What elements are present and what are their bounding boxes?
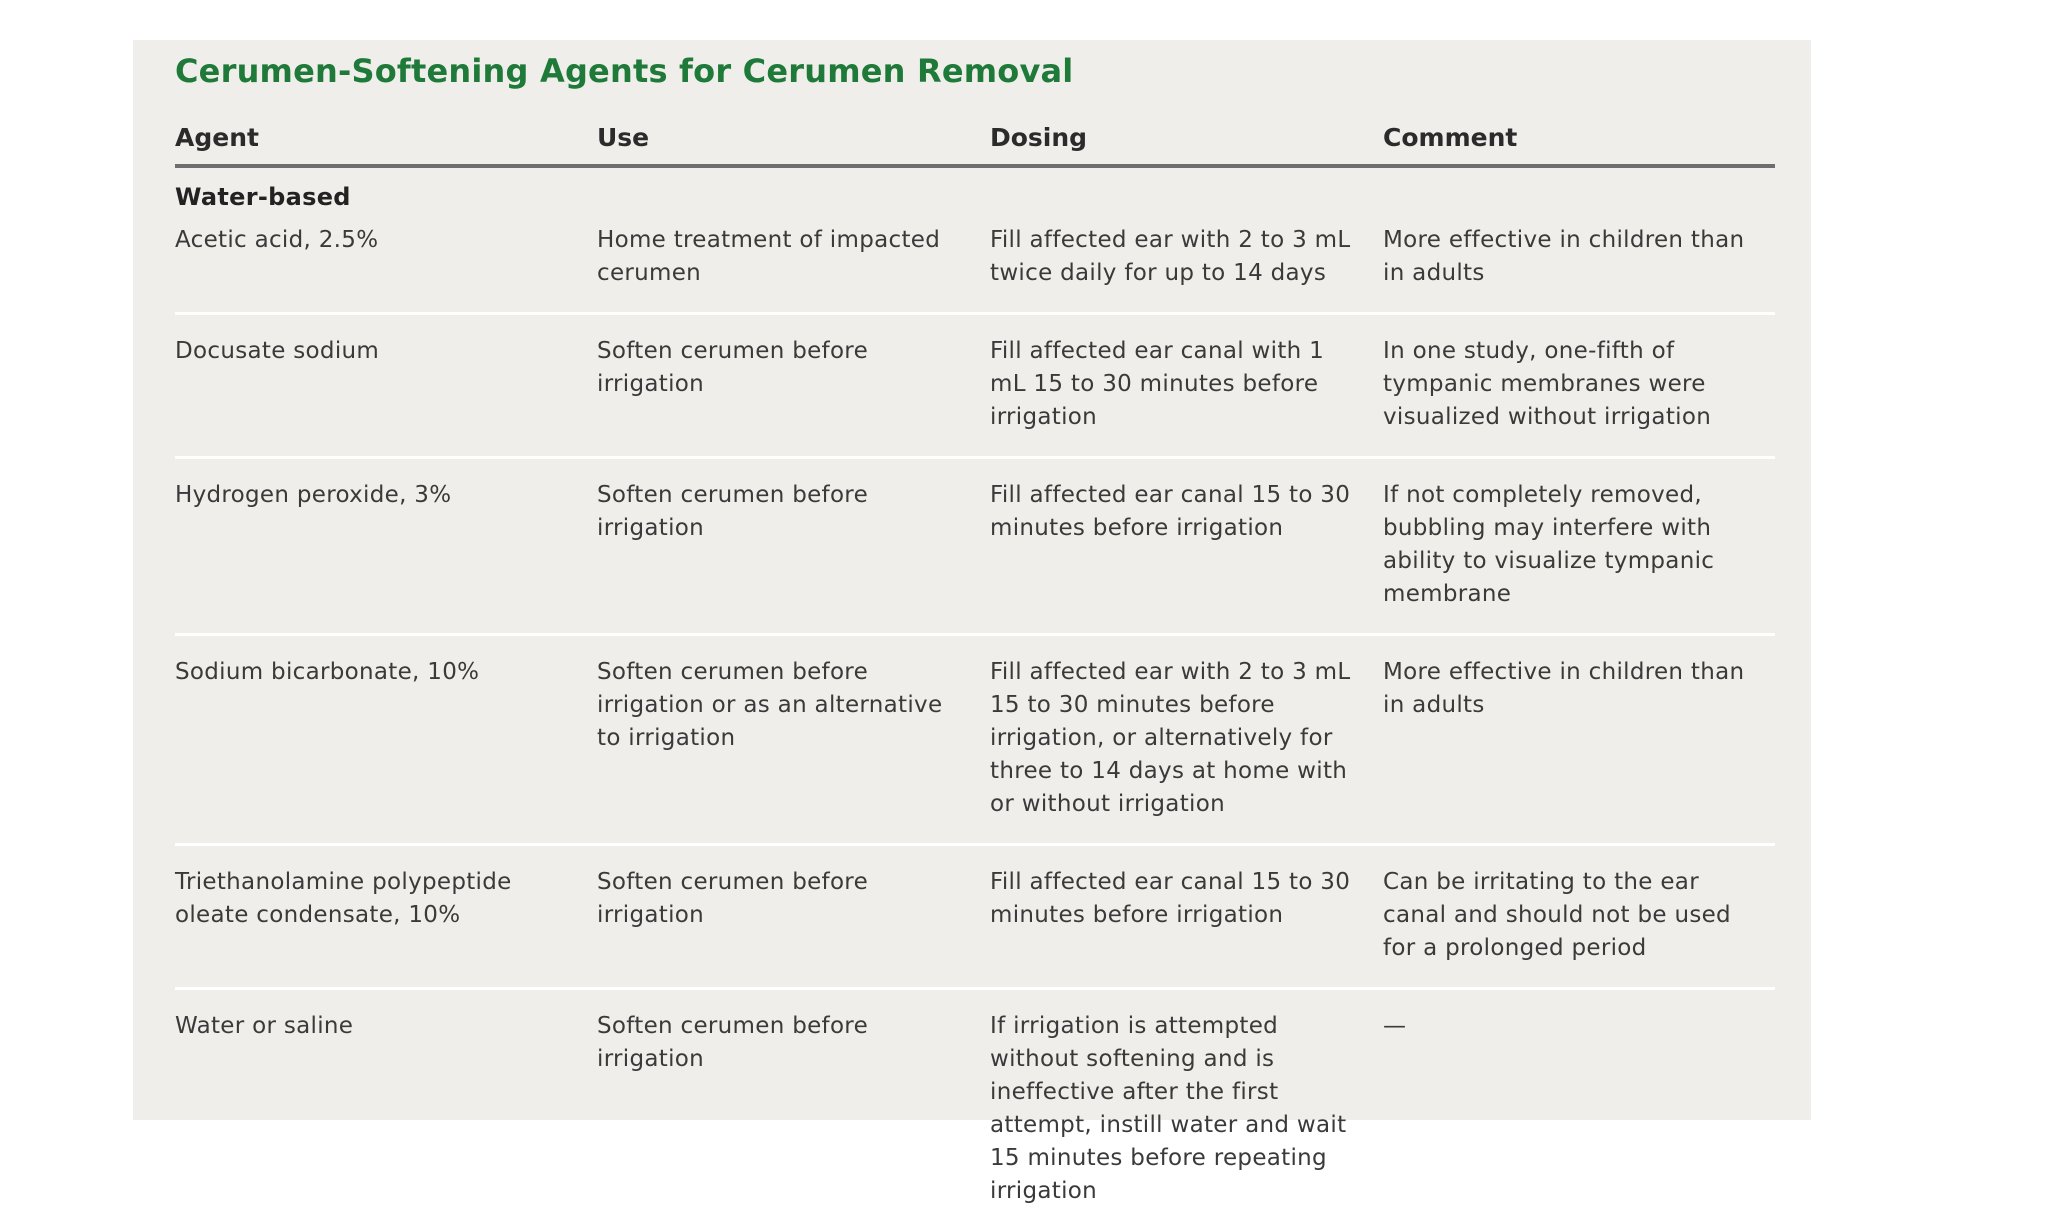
table-panel xyxy=(133,40,1811,1204)
cell-use: Soften cerumen before irrigation xyxy=(597,458,990,635)
table-row xyxy=(175,635,1775,845)
cell-comment: — xyxy=(1383,989,1775,1224)
header-agent: Agent xyxy=(175,110,597,166)
group-row xyxy=(175,166,1775,216)
cell-use: Soften cerumen before irrigation xyxy=(597,314,990,458)
cell-agent: Triethanolamine polypeptide oleate condensate, 10% xyxy=(175,845,597,989)
cell-agent: Hydrogen peroxide, 3% xyxy=(175,458,597,635)
cell-comment: More effective in children than in adults xyxy=(1383,635,1775,845)
table-row xyxy=(175,458,1775,635)
cell-dosing: Fill affected ear canal with 1 mL 15 to 30 minutes before irrigation xyxy=(990,314,1383,458)
cell-use: Soften cerumen before irrigation xyxy=(597,989,990,1224)
table-row xyxy=(175,989,1775,1224)
table-row xyxy=(175,314,1775,458)
group-label: Water-based xyxy=(175,183,351,211)
cell-dosing: If irrigation is attempted without softening and is ineffective after the first attempt, instill water and wait 15 minutes before repeating irrigation xyxy=(990,989,1383,1224)
cell-agent: Sodium bicarbonate, 10% xyxy=(175,635,597,845)
cell-dosing: Fill affected ear canal 15 to 30 minutes before irrigation xyxy=(990,845,1383,989)
cell-comment: More effective in children than in adults xyxy=(1383,216,1775,314)
agents-table xyxy=(175,110,1775,1225)
header-row xyxy=(175,110,1775,166)
cell-agent: Docusate sodium xyxy=(175,314,597,458)
table-row xyxy=(175,845,1775,989)
cell-comment: In one study, one-fifth of tympanic membranes were visualized without irrigation xyxy=(1383,314,1775,458)
cell-dosing: Fill affected ear with 2 to 3 mL twice daily for up to 14 days xyxy=(990,216,1383,314)
header-comment: Comment xyxy=(1383,110,1775,166)
table-row xyxy=(175,216,1775,314)
cell-comment: Can be irritating to the ear canal and should not be used for a prolonged period xyxy=(1383,845,1775,989)
cell-agent: Acetic acid, 2.5% xyxy=(175,216,597,314)
header-use: Use xyxy=(597,110,990,166)
cell-comment: If not completely removed, bubbling may interfere with ability to visualize tympanic membrane xyxy=(1383,458,1775,635)
cell-use: Soften cerumen before irrigation or as an alternative to irrigation xyxy=(597,635,990,845)
cell-use: Home treatment of impacted cerumen xyxy=(597,216,990,314)
cell-dosing: Fill affected ear canal 15 to 30 minutes before irrigation xyxy=(990,458,1383,635)
cell-dosing: Fill affected ear with 2 to 3 mL 15 to 30 minutes before irrigation, or alternatively for three to 14 days at home with or without irrigation xyxy=(990,635,1383,845)
cell-use: Soften cerumen before irrigation xyxy=(597,845,990,989)
cell-agent: Water or saline xyxy=(175,989,597,1224)
header-dosing: Dosing xyxy=(990,110,1383,166)
table-title: Cerumen-Softening Agents for Cerumen Removal xyxy=(175,52,1074,90)
